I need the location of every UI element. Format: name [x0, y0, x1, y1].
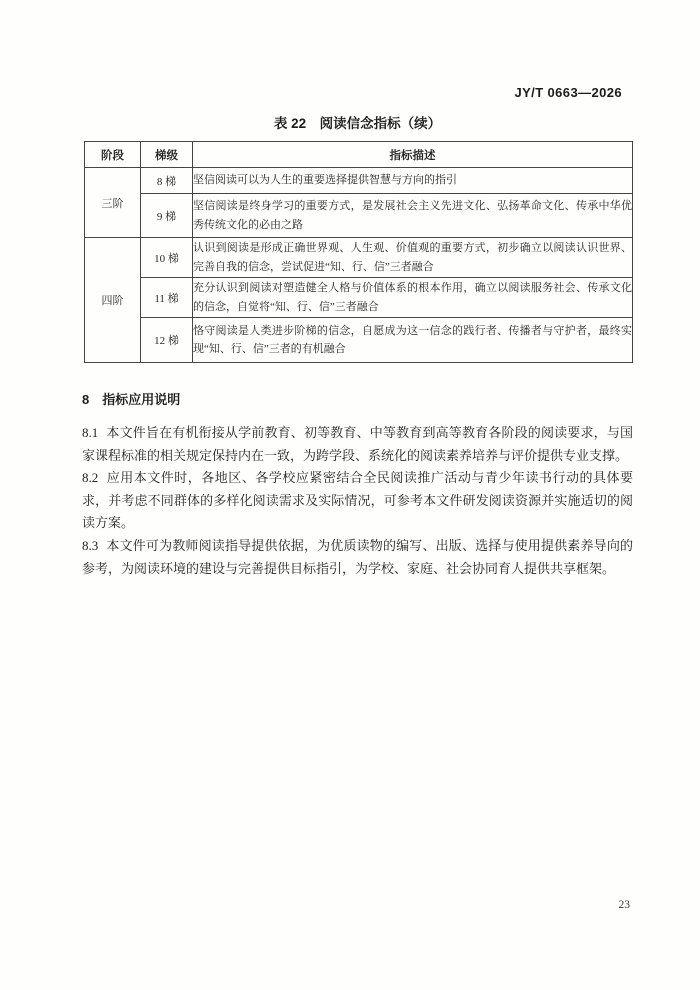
level-cell: 10 梯 — [141, 238, 193, 278]
table-header-row — [85, 142, 633, 168]
column-header-stage: 阶段 — [85, 142, 141, 168]
clause-8-2 — [82, 467, 633, 535]
section-heading: 8 指标应用说明 — [82, 392, 181, 407]
table-row — [85, 238, 633, 278]
clause-text: 应用本文件时，各地区、各学校应紧密结合全民阅读推广活动与青少年读书行动的具体要求，并考虑不同群体的多样化阅读需求及实际情况，可参考本文件研发阅读资源并实施适切的阅读方案。 — [82, 470, 633, 531]
level-cell: 11 梯 — [141, 278, 193, 318]
table-row — [85, 194, 633, 238]
clause-text: 本文件旨在有机衔接从学前教育、初等教育、中等教育到高等教育各阶段的阅读要求，与国家课程标准的相关规定保持内在一致，为跨学段、系统化的阅读素养培养与评价提供专业支撑。 — [82, 425, 633, 463]
desc-cell: 坚信阅读可以为人生的重要选择提供智慧与方向的指引 — [193, 168, 633, 194]
table-row — [85, 278, 633, 318]
desc-cell: 认识到阅读是形成正确世界观、人生观、价值观的重要方式，初步确立以阅读认识世界、完善自我的信念，尝试促进“知、行、信”三者融合 — [193, 238, 633, 278]
clause-number: 8.3 — [82, 537, 99, 553]
table-caption: 表 22 阅读信念指标（续） — [273, 116, 442, 131]
standard-number: JY/T 0663—2026 — [514, 85, 622, 100]
column-header-desc: 指标描述 — [193, 142, 633, 168]
clause-text: 本文件可为教师阅读指导提供依据，为优质读物的编写、出版、选择与使用提供素养导向的参考，为阅读环境的建设与完善提供目标指引，为学校、家庭、社会协同育人提供共享框架。 — [82, 537, 633, 576]
desc-cell: 恪守阅读是人类进步阶梯的信念，自愿成为这一信念的践行者、传播者与守护者，最终实现“知、行、信”三者的有机融合 — [193, 318, 633, 363]
level-cell: 8 梯 — [141, 168, 193, 194]
stage-cell: 三阶 — [85, 168, 141, 238]
stage-cell: 四阶 — [85, 238, 141, 363]
level-cell: 9 梯 — [141, 194, 193, 238]
column-header-level: 梯级 — [141, 142, 193, 168]
clause-number: 8.2 — [82, 470, 99, 486]
desc-cell: 坚信阅读是终身学习的重要方式，是发展社会主义先进文化、弘扬革命文化、传承中华优秀传统文化的必由之路 — [193, 194, 633, 238]
clause-number: 8.1 — [82, 425, 99, 440]
desc-cell: 充分认识到阅读对塑造健全人格与价值体系的根本作用，确立以阅读服务社会、传承文化的信念，自觉将“知、行、信”三者融合 — [193, 278, 633, 318]
table-row — [85, 168, 633, 194]
clauses-block — [82, 422, 633, 580]
table-row — [85, 318, 633, 363]
clause-8-3 — [82, 535, 633, 580]
page-number: 23 — [618, 899, 630, 911]
indicator-table — [84, 141, 633, 363]
level-cell: 12 梯 — [141, 318, 193, 363]
clause-8-1 — [82, 422, 633, 467]
